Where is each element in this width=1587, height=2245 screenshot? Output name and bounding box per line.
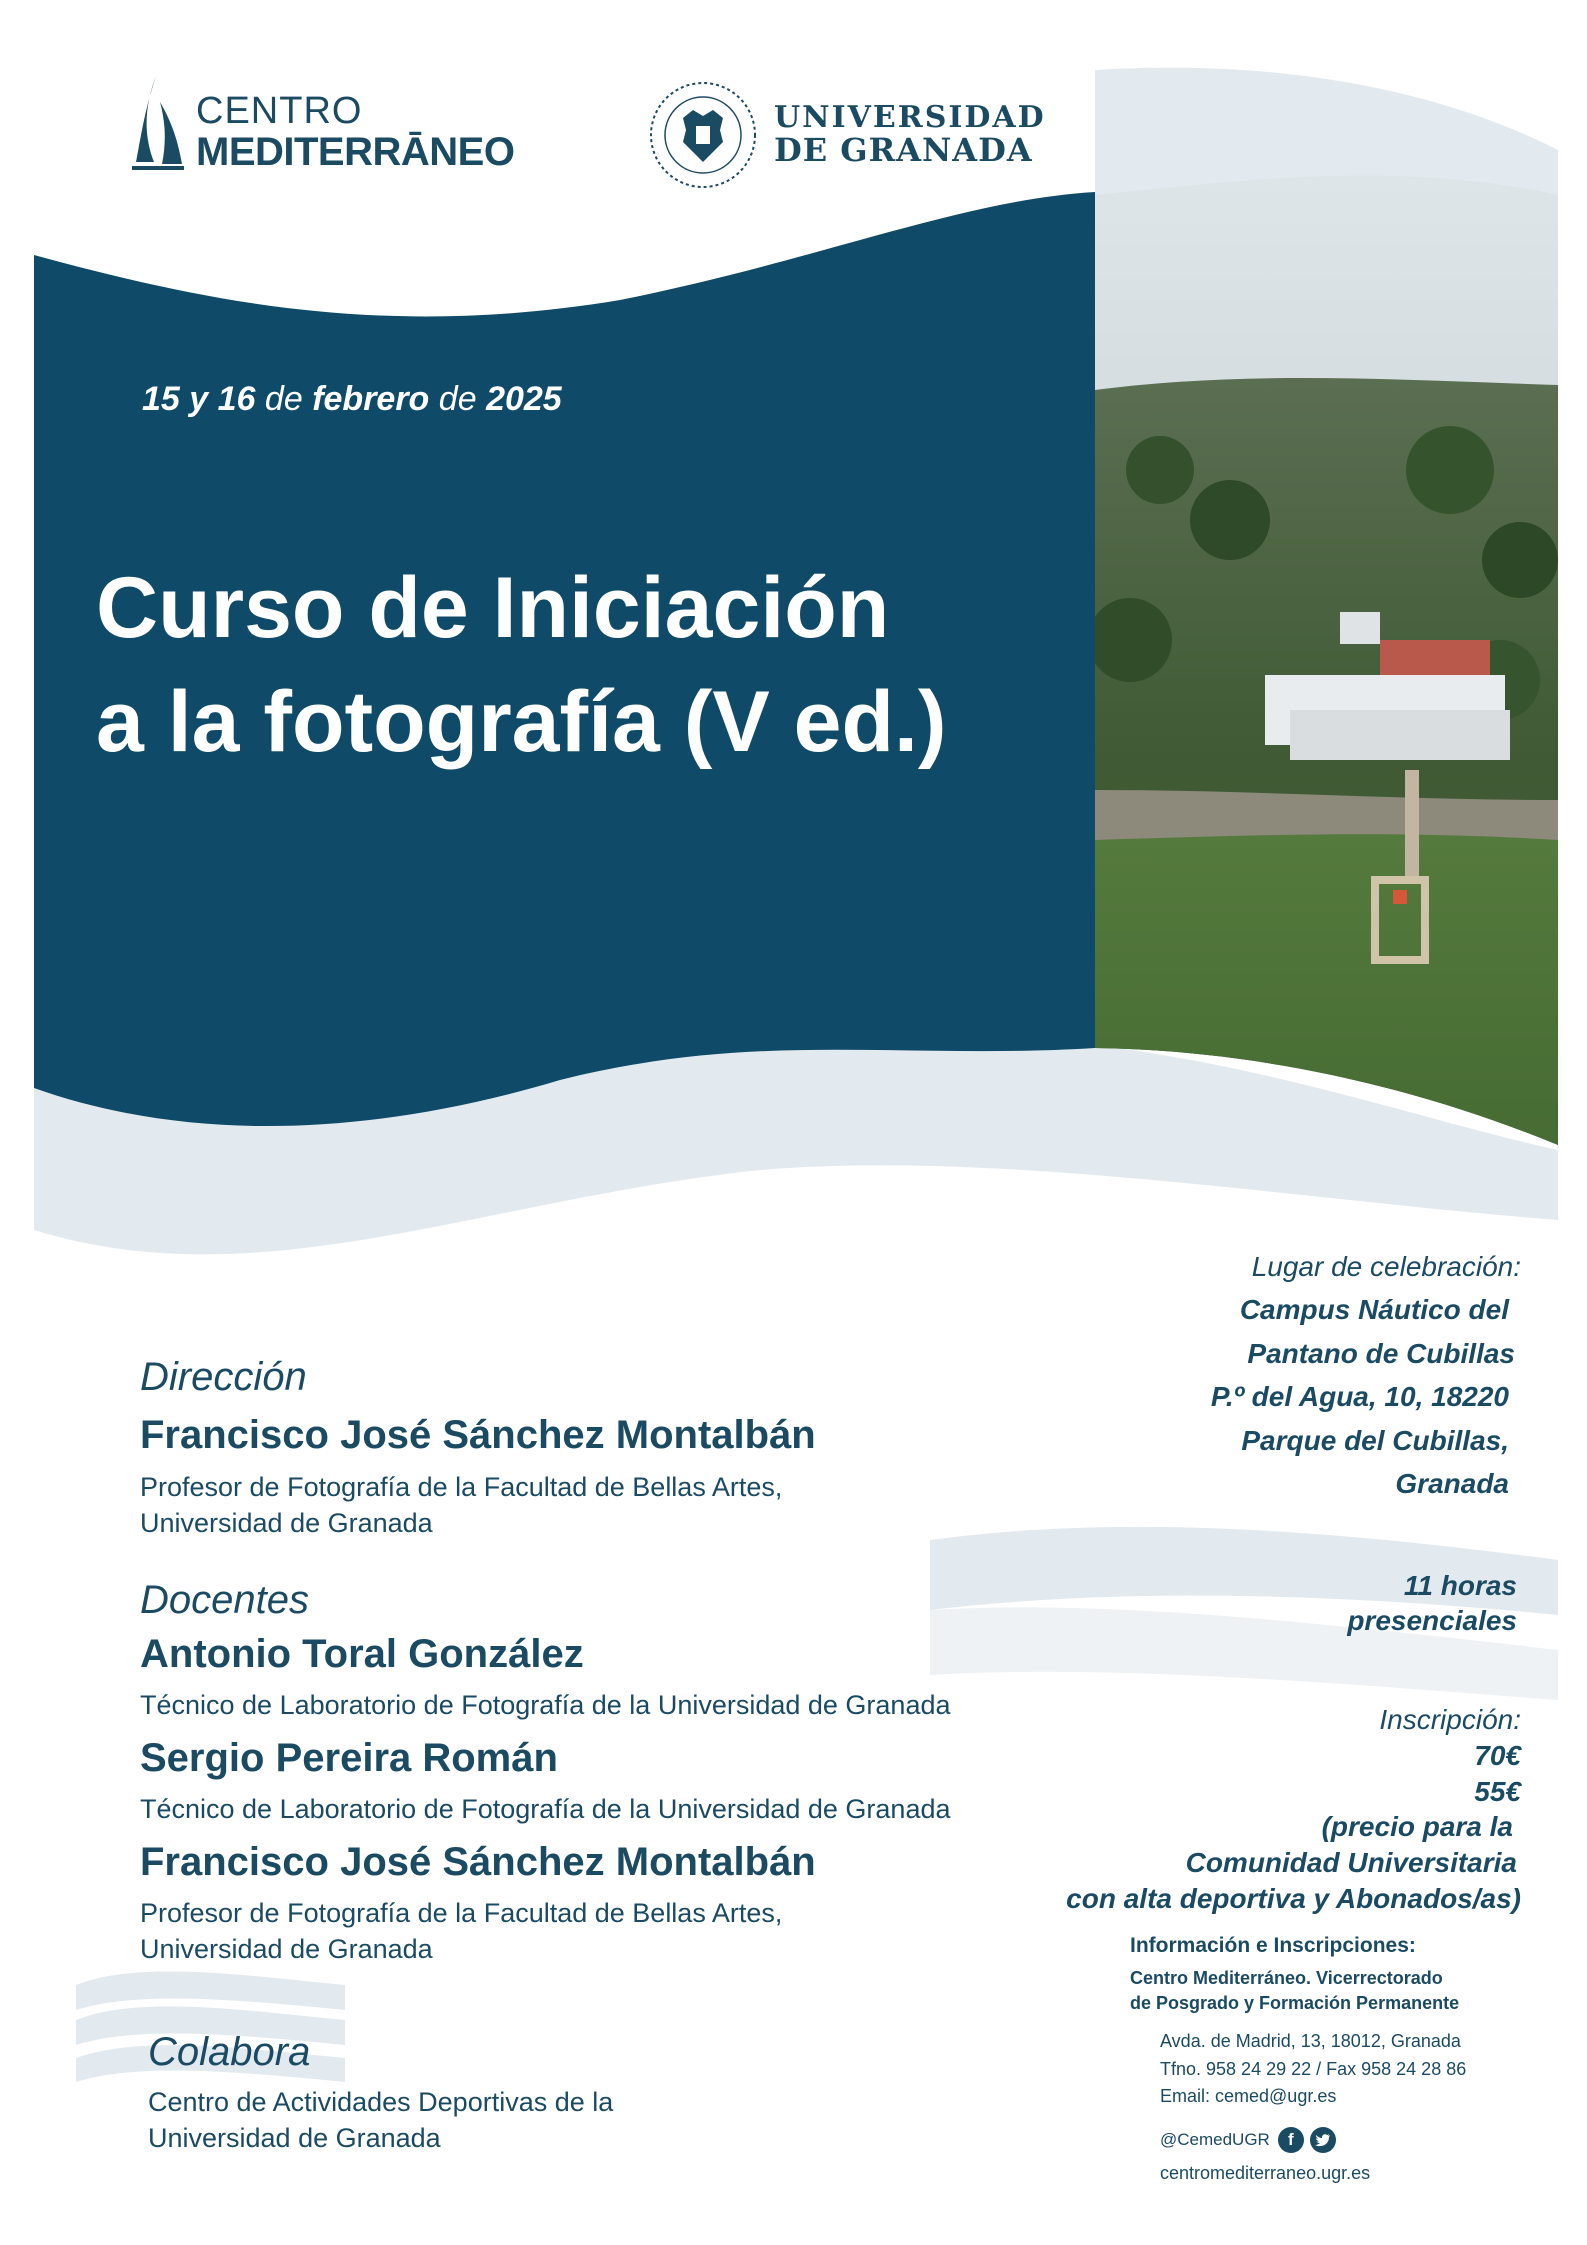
- docente-1-name: Antonio Toral González: [140, 1632, 584, 1676]
- fees-block: [1066, 1702, 1521, 1917]
- contact-address-block: [1130, 2028, 1466, 2112]
- ugr-seal-icon: [648, 80, 758, 190]
- contact-phone: Tfno. 958 24 29 22 / Fax 958 24 28 86: [1160, 2058, 1467, 2079]
- fee-price-2: 55€: [1474, 1775, 1521, 1807]
- twitter-bird-glyph: [1315, 2133, 1331, 2147]
- docente-3-description: [140, 1896, 782, 1968]
- docentes-label: Docentes: [140, 1578, 309, 1622]
- fees-label: Inscripción:: [1379, 1704, 1521, 1735]
- title-line1: Curso de Iniciación: [96, 560, 890, 656]
- venue-block: [1211, 1245, 1521, 1505]
- director-desc-line2: Universidad de Granada: [140, 1507, 433, 1538]
- venue-line-5: Granada: [1395, 1467, 1509, 1499]
- twitter-icon[interactable]: [1310, 2127, 1336, 2153]
- contact-heading: Información e Inscripciones:: [1130, 1934, 1416, 1957]
- aerial-photo: [1088, 150, 1565, 1150]
- title-line2: a la fotografía (V ed.): [96, 673, 947, 770]
- docente-2-name: Sergio Pereira Román: [140, 1736, 558, 1780]
- facebook-icon[interactable]: f: [1278, 2127, 1304, 2153]
- director-desc-line1: Profesor de Fotografía de la Facultad de Bellas Artes,: [140, 1472, 783, 1502]
- venue-line-2: Pantano de Cubillas: [1247, 1337, 1515, 1369]
- social-links: [1130, 2127, 1466, 2153]
- hours-line1: 11 horas: [1403, 1570, 1517, 1601]
- colabora-line1: Centro de Actividades Deportivas de la: [148, 2087, 614, 2117]
- date-de-2: de: [438, 380, 477, 418]
- director-description: [140, 1470, 782, 1542]
- contact-organization: [1130, 1966, 1466, 2016]
- docente-1-description: Técnico de Laboratorio de Fotografía de la Universidad de Granada: [140, 1690, 951, 1720]
- centro-logo-line1: CENTRO: [196, 90, 363, 132]
- direccion-label: Dirección: [140, 1355, 307, 1399]
- centro-logo-line2: MEDITERRĀNEO: [196, 130, 515, 174]
- ugr-logo: [648, 80, 1046, 190]
- contact-org-line1: Centro Mediterráneo. Vicerrectorado: [1130, 1968, 1443, 1988]
- venue-line-1: Campus Náutico del: [1239, 1294, 1509, 1326]
- ugr-logo-line2: DE GRANADA: [774, 130, 1033, 169]
- fee-note-line3: con alta deportiva y Abonados/as): [1066, 1883, 1521, 1915]
- course-title: [96, 552, 1076, 779]
- docente-3-desc-line1: Profesor de Fotografía de la Facultad de Bellas Artes,: [140, 1898, 783, 1928]
- colabora-line2: Universidad de Granada: [148, 2122, 441, 2153]
- venue-label: Lugar de celebración:: [1251, 1251, 1521, 1282]
- date-de-1: de: [264, 380, 303, 418]
- docente-2-description: Técnico de Laboratorio de Fotografía de la Universidad de Granada: [140, 1794, 951, 1824]
- contact-email[interactable]: Email: cemed@ugr.es: [1160, 2086, 1337, 2107]
- sail-logo-icon: [128, 72, 188, 172]
- colabora-description: [148, 2085, 613, 2157]
- course-date: [142, 380, 562, 419]
- fee-note-line1: (precio para la: [1321, 1811, 1513, 1843]
- fee-note-line2: Comunidad Universitaria: [1185, 1847, 1517, 1879]
- date-month: febrero: [312, 380, 430, 418]
- contact-org-line2: de Posgrado y Formación Permanente: [1130, 1992, 1460, 2013]
- centro-mediterraneo-logo: [128, 72, 514, 172]
- social-handle[interactable]: @CemedUGR: [1160, 2130, 1270, 2150]
- ugr-logo-line1: UNIVERSIDAD: [774, 100, 1046, 136]
- contact-block: [1130, 1934, 1466, 2184]
- colabora-label: Colabora: [148, 2030, 311, 2074]
- venue-line-3: P.º del Agua, 10, 18220: [1210, 1381, 1509, 1413]
- venue-line-4: Parque del Cubillas,: [1241, 1424, 1509, 1456]
- date-year: 2025: [486, 380, 562, 418]
- website-link[interactable]: centromediterraneo.ugr.es: [1160, 2163, 1371, 2184]
- date-days: 15 y 16: [142, 380, 256, 418]
- hours-line2: presenciales: [1347, 1605, 1517, 1636]
- director-name: Francisco José Sánchez Montalbán: [140, 1413, 816, 1457]
- hours-block: [1347, 1568, 1517, 1638]
- contact-address: Avda. de Madrid, 13, 18012, Granada: [1160, 2030, 1461, 2051]
- docente-3-name: Francisco José Sánchez Montalbán: [140, 1840, 816, 1884]
- fee-price-1: 70€: [1474, 1739, 1521, 1771]
- docente-3-desc-line2: Universidad de Granada: [140, 1933, 433, 1964]
